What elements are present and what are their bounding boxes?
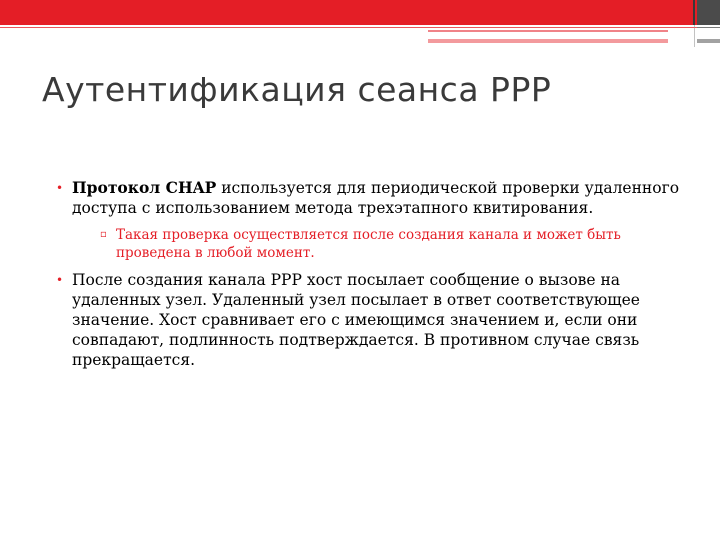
sub-bullet-item bbox=[96, 226, 692, 262]
sub-bullet-text: Такая проверка осуществляется после создания канала и может быть проведена в любой момент. bbox=[116, 227, 621, 261]
top-red-bar bbox=[0, 0, 697, 25]
top-bar-separator bbox=[693, 0, 695, 25]
bullet-text: используется для периодической проверки удаленного доступа с использованием метода трехэтапного квитирования. bbox=[72, 179, 680, 217]
bullet-item bbox=[52, 178, 692, 218]
slide-body bbox=[52, 178, 692, 370]
bullet-dot-icon: • bbox=[56, 181, 64, 195]
bullet-item bbox=[52, 270, 692, 370]
decor-gray-line bbox=[697, 39, 720, 43]
decor-gray-vertical-line bbox=[694, 25, 695, 47]
bullet-bold-text: Протокол CHAP bbox=[72, 178, 217, 197]
top-dark-bar bbox=[697, 0, 720, 25]
decor-red-line bbox=[428, 30, 668, 32]
slide-title: Аутентификация сеанса PPP bbox=[42, 70, 552, 109]
top-red-line bbox=[0, 27, 720, 28]
bullet-square-icon: ▫ bbox=[100, 229, 107, 240]
bullet-text: После создания канала PPP хост посылает сообщение о вызове на удаленных узел. Удаленный узел посылает в ответ соответствующее значение. Хост сравнивает его с имеющимся значением и, если они совпадают, подлинность подтверждается. В противном случае связь прекращается. bbox=[72, 271, 640, 369]
decor-red-line bbox=[428, 39, 668, 43]
decor-gray-line bbox=[697, 27, 720, 28]
bullet-dot-icon: • bbox=[56, 273, 64, 287]
